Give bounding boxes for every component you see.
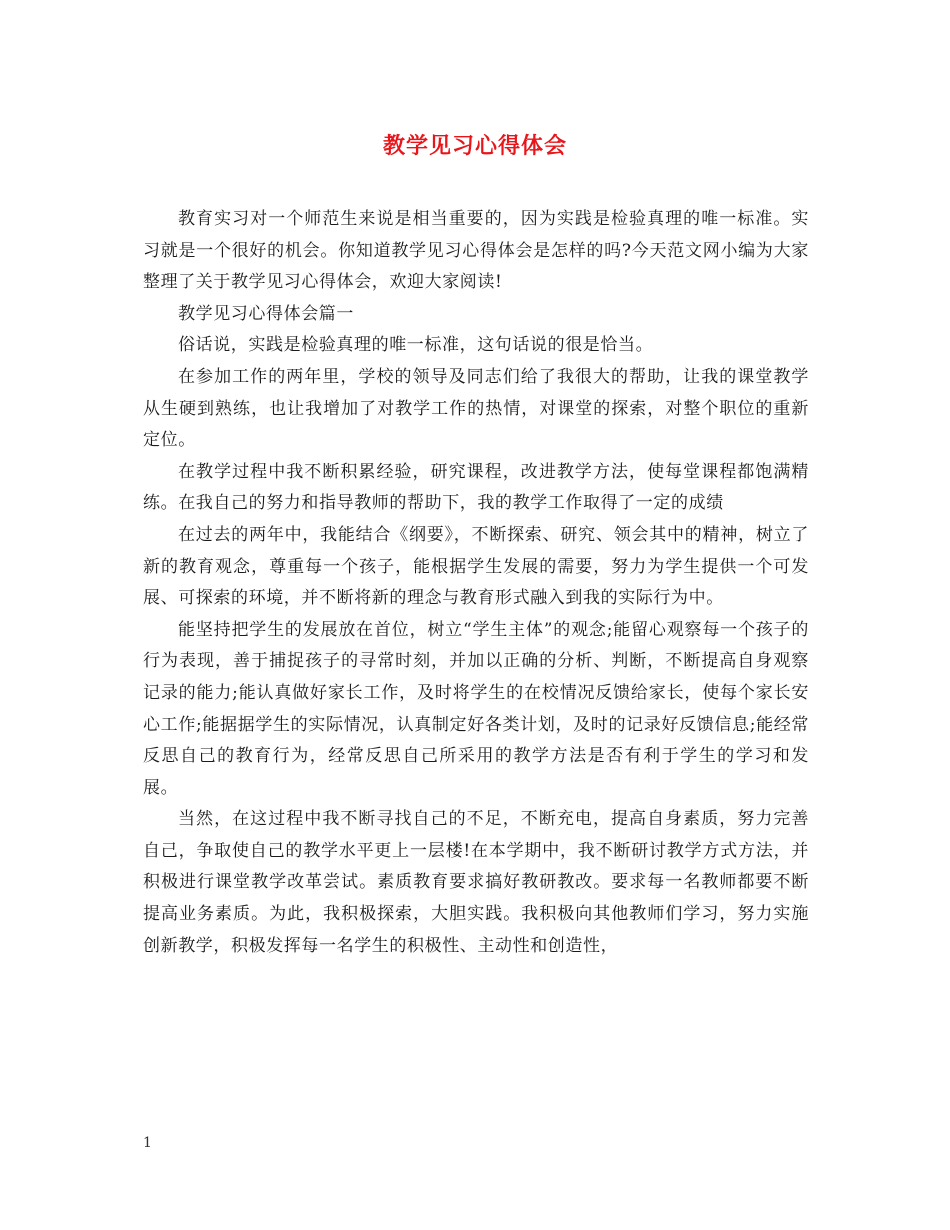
document-title: 教学见习心得体会 <box>382 133 567 159</box>
paragraph-intro: 教育实习对一个师范生来说是相当重要的，因为实践是检验真理的唯一标准。实习就是一个很好的机会。你知道教学见习心得体会是怎样的吗?今天范文网小编为大家整理了关于教学见习心得体会，欢迎大家阅读! <box>143 209 809 293</box>
document-body <box>143 204 809 962</box>
page-number: 1 <box>143 1135 152 1151</box>
section-heading: 教学见习心得体会篇一 <box>178 303 354 324</box>
paragraph: 在过去的两年中，我能结合《纲要》，不断探索、研究、领会其中的精神，树立了新的教育观念，尊重每一个孩子，能根据学生发展的需要，努力为学生提供一个可发展、可探索的环境，并不断将新的理念与教育形式融入到我的实际行为中。 <box>143 524 809 609</box>
paragraph: 在教学过程中我不断积累经验，研究课程，改进教学方法，使每堂课程都饱满精练。在我自己的努力和指导教师的帮助下，我的教学工作取得了一定的成绩 <box>143 461 809 514</box>
paragraph: 能坚持把学生的发展放在首位，树立“学生主体”的观念;能留心观察每一个孩子的行为表现，善于捕捉孩子的寻常时刻，并加以正确的分析、判断，不断提高自身观察记录的能力;能认真做好家长工作，及时将学生的在校情况反馈给家长，使每个家长安心工作;能据据学生的实际情况，认真制定好各类计划，及时的记录好反馈信息;能经常反思自己的教育行为，经常反思自己所采用的教学方法是否有利于学生的学习和发展。 <box>143 619 809 798</box>
paragraph: 当然，在这过程中我不断寻找自己的不足，不断充电，提高自身素质，努力完善自己，争取使自己的教学水平更上一层楼!在本学期中，我不断研讨教学方式方法，并积极进行课堂教学改革尝试。素质教育要求搞好教研教改。要求每一名教师都要不断提高业务素质。为此，我积极探索，大胆实践。我积极向其他教师们学习，努力实施创新教学，积极发挥每一名学生的积极性、主动性和创造性， <box>143 809 809 956</box>
paragraph: 在参加工作的两年里，学校的领导及同志们给了我很大的帮助，让我的课堂教学从生硬到熟练，也让我增加了对教学工作的热情，对课堂的探索，对整个职位的重新定位。 <box>143 366 809 451</box>
paragraph: 俗话说，实践是检验真理的唯一标准，这句话说的很是恰当。 <box>178 335 654 356</box>
